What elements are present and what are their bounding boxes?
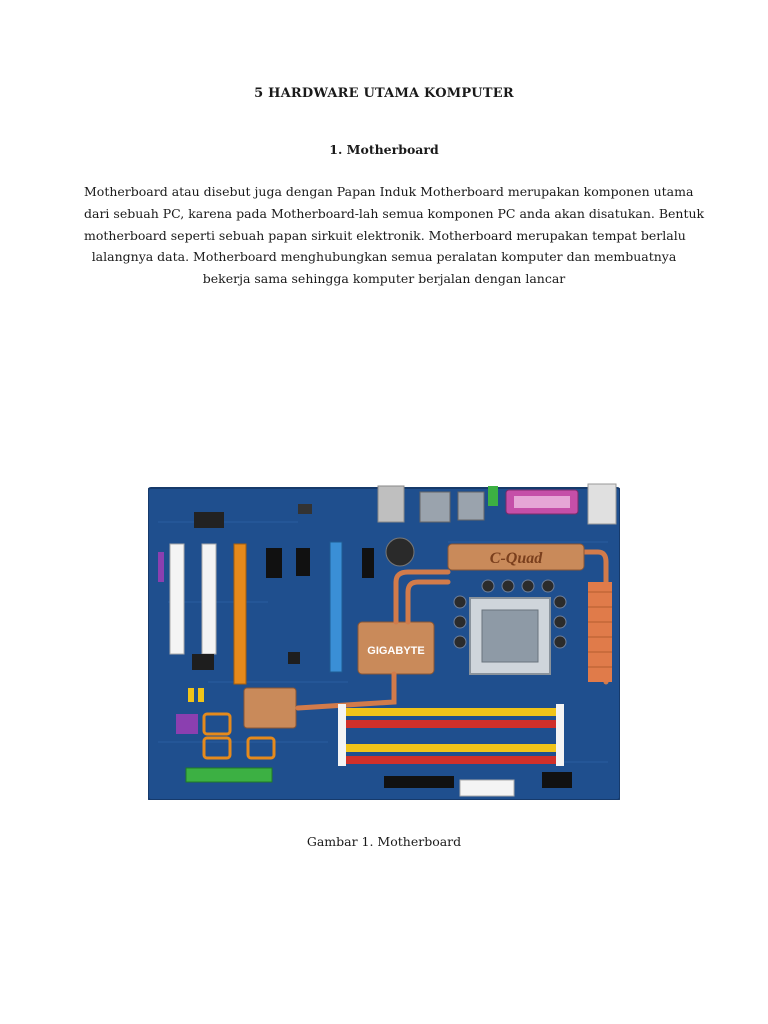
document-title: 5 HARDWARE UTAMA KOMPUTER	[254, 86, 514, 101]
body-paragraph	[84, 181, 705, 290]
paragraph-line: bekerja sama sehingga komputer berjalan dengan lancar	[202, 271, 566, 287]
motherboard-image	[148, 482, 620, 800]
paragraph-line: motherboard seperti sebuah papan sirkuit elektronik. Motherboard merupakan tempat berlalu	[84, 227, 686, 243]
motherboard-photo-icon	[148, 482, 620, 800]
heatsink-logo-label: C-Quad	[489, 550, 543, 567]
board-brand-label: GIGABYTE	[367, 645, 425, 657]
paragraph-line: lalangnya data. Motherboard menghubungkan semua peralatan komputer dan membuatnya	[91, 249, 677, 265]
paragraph-line: Motherboard atau disebut juga dengan Papan Induk Motherboard merupakan komponen utama	[84, 184, 694, 199]
paragraph-line: dari sebuah PC, karena pada Motherboard-lah semua komponen PC anda akan disatukan. Bentuk	[84, 205, 705, 221]
figure-caption: Gambar 1. Motherboard	[306, 834, 462, 849]
section-heading: 1. Motherboard	[329, 142, 439, 157]
